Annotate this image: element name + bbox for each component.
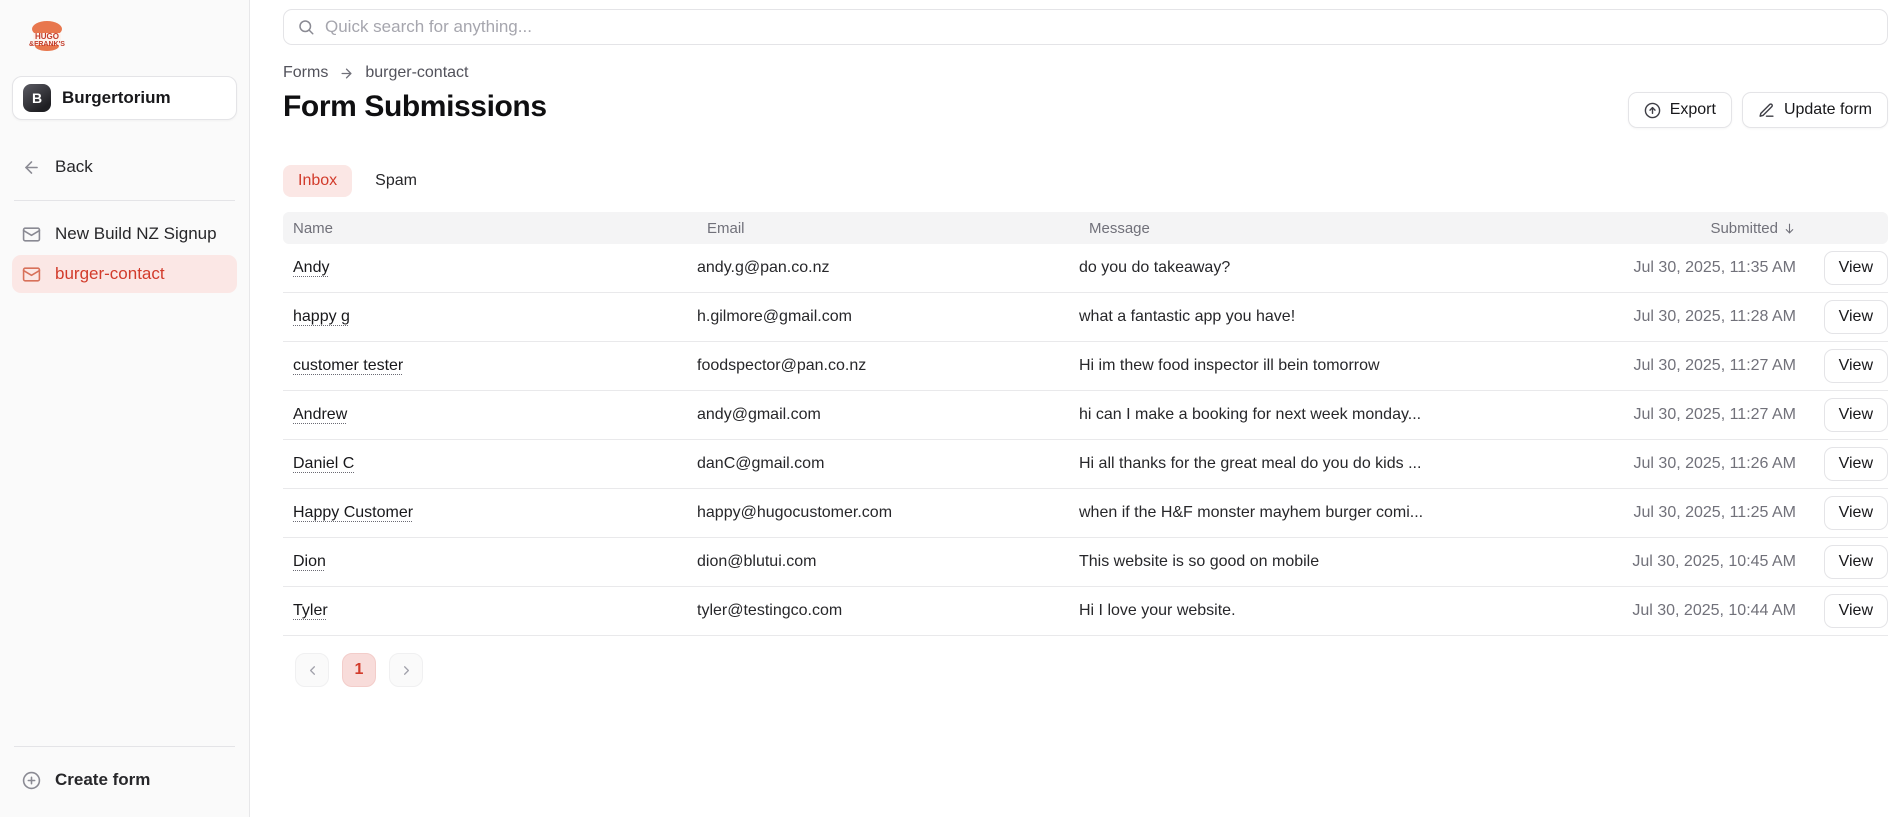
column-name: Name	[293, 219, 334, 237]
burger-logo-icon	[26, 20, 70, 56]
submission-message-cell: do you do takeaway?	[1079, 259, 1231, 276]
table-row	[283, 293, 1888, 342]
back-label: Back	[55, 157, 93, 176]
submission-date-cell: Jul 30, 2025, 11:35 AM	[1633, 259, 1796, 276]
submission-date-cell: Jul 30, 2025, 11:27 AM	[1633, 357, 1796, 374]
title-actions	[1628, 92, 1888, 128]
breadcrumb-forms[interactable]: Forms	[283, 64, 329, 81]
quick-search[interactable]	[283, 9, 1888, 45]
submission-message-cell: Hi all thanks for the great meal do you do kids ...	[1079, 455, 1422, 472]
submission-actions-cell	[1796, 251, 1888, 285]
export-label: Export	[1669, 101, 1716, 118]
view-button[interactable]: View	[1824, 300, 1888, 334]
sidebar-nav	[12, 148, 237, 295]
submission-actions-cell	[1796, 496, 1888, 530]
sidebar-item-label: burger-contact	[55, 264, 165, 283]
sidebar-item-burger-contact[interactable]	[12, 255, 237, 293]
submission-email-cell: foodspector@pan.co.nz	[697, 357, 867, 374]
submission-actions-cell	[1796, 594, 1888, 628]
view-button[interactable]: View	[1824, 398, 1888, 432]
page-1-button[interactable]: 1	[342, 653, 376, 687]
back-button[interactable]	[12, 148, 237, 186]
svg-text:HUGO: HUGO	[35, 32, 59, 41]
submission-email-cell: dion@blutui.com	[697, 553, 817, 570]
submission-email-cell: tyler@testingco.com	[697, 602, 843, 619]
submission-message-cell: Hi I love your website.	[1079, 602, 1236, 619]
title-row	[283, 90, 1888, 128]
submission-name-link[interactable]: Andy	[293, 259, 330, 276]
submission-name-cell	[283, 259, 697, 277]
envelope-icon	[22, 225, 41, 244]
update-form-label: Update form	[1783, 101, 1872, 118]
view-button[interactable]: View	[1824, 349, 1888, 383]
arrow-left-icon	[22, 158, 41, 177]
submission-name-link[interactable]: Andrew	[293, 406, 348, 423]
tab-inbox[interactable]: Inbox	[283, 165, 352, 197]
column-submitted-label: Submitted	[1710, 219, 1778, 237]
submission-message-cell: This website is so good on mobile	[1079, 553, 1320, 570]
submission-name-cell	[283, 308, 697, 326]
pagination	[283, 653, 1888, 687]
next-page-button[interactable]	[389, 653, 423, 687]
svg-text:&FRANK'S: &FRANK'S	[29, 41, 65, 48]
submission-name-link[interactable]: Daniel C	[293, 455, 355, 472]
workspace-avatar: B	[23, 84, 51, 112]
tab-spam[interactable]: Spam	[375, 172, 417, 189]
submission-name-link[interactable]: happy g	[293, 308, 350, 325]
submission-name-link[interactable]: Dion	[293, 553, 326, 570]
submission-message-cell: what a fantastic app you have!	[1079, 308, 1296, 325]
submission-name-cell	[283, 455, 697, 473]
view-button[interactable]: View	[1824, 594, 1888, 628]
plus-circle-icon	[22, 771, 41, 790]
sidebar-footer	[12, 732, 237, 799]
breadcrumb	[283, 64, 1888, 82]
submission-date-cell: Jul 30, 2025, 11:28 AM	[1633, 308, 1796, 325]
submission-email-cell: andy.g@pan.co.nz	[697, 259, 830, 276]
sidebar	[0, 0, 250, 817]
submission-name-cell	[283, 406, 697, 424]
table-row	[283, 440, 1888, 489]
workspace-switcher[interactable]	[12, 76, 237, 120]
submission-message-cell: hi can I make a booking for next week monday...	[1079, 406, 1422, 423]
submission-date-cell: Jul 30, 2025, 11:25 AM	[1633, 504, 1796, 521]
submission-email-cell: andy@gmail.com	[697, 406, 821, 423]
submission-name-link[interactable]: Happy Customer	[293, 504, 414, 521]
workspace-name: Burgertorium	[62, 88, 171, 107]
search-icon	[297, 18, 315, 36]
column-email: Email	[707, 219, 745, 237]
table-row	[283, 538, 1888, 587]
create-form-button[interactable]	[12, 761, 237, 799]
view-button[interactable]: View	[1824, 545, 1888, 579]
table-row	[283, 489, 1888, 538]
divider	[14, 746, 235, 747]
divider	[14, 200, 235, 201]
update-form-button[interactable]	[1742, 92, 1888, 128]
column-message: Message	[1089, 219, 1150, 237]
envelope-icon	[22, 265, 41, 284]
page-title: Form Submissions	[283, 90, 547, 123]
view-button[interactable]: View	[1824, 251, 1888, 285]
submission-actions-cell	[1796, 300, 1888, 334]
table-body	[283, 244, 1888, 636]
submission-name-link[interactable]: Tyler	[293, 602, 328, 619]
sidebar-item-new-build-nz-signup[interactable]	[12, 215, 237, 253]
column-submitted-sort[interactable]	[1546, 220, 1796, 237]
export-button[interactable]	[1628, 92, 1732, 128]
tabs	[283, 165, 1888, 197]
submission-actions-cell	[1796, 349, 1888, 383]
submission-name-cell	[283, 504, 697, 522]
submission-name-cell	[283, 357, 697, 375]
submission-name-link[interactable]: customer tester	[293, 357, 404, 374]
submission-date-cell: Jul 30, 2025, 10:44 AM	[1632, 602, 1796, 619]
submission-email-cell: h.gilmore@gmail.com	[697, 308, 852, 325]
sort-desc-icon	[1783, 222, 1796, 235]
submissions-table	[283, 212, 1888, 636]
submission-message-cell: Hi im thew food inspector ill bein tomorrow	[1079, 357, 1380, 374]
submission-name-cell	[283, 553, 697, 571]
pencil-icon	[1758, 102, 1775, 119]
submission-email-cell: danC@gmail.com	[697, 455, 825, 472]
search-input[interactable]	[325, 17, 1874, 37]
submission-date-cell: Jul 30, 2025, 11:26 AM	[1633, 455, 1796, 472]
submission-actions-cell	[1796, 398, 1888, 432]
main-content	[250, 0, 1899, 687]
breadcrumb-burger-contact[interactable]: burger-contact	[365, 64, 469, 81]
table-row	[283, 342, 1888, 391]
view-button[interactable]: View	[1824, 447, 1888, 481]
brand-logo	[26, 20, 237, 56]
table-row	[283, 391, 1888, 440]
submission-name-cell	[283, 602, 697, 620]
chevron-left-icon	[305, 663, 320, 678]
prev-page-button[interactable]	[295, 653, 329, 687]
submission-message-cell: when if the H&F monster mayhem burger comi...	[1079, 504, 1424, 521]
submission-date-cell: Jul 30, 2025, 11:27 AM	[1633, 406, 1796, 423]
submission-actions-cell	[1796, 447, 1888, 481]
arrow-right-icon	[339, 66, 354, 81]
submission-actions-cell	[1796, 545, 1888, 579]
export-icon	[1644, 102, 1661, 119]
table-row	[283, 587, 1888, 636]
table-row	[283, 244, 1888, 293]
submission-email-cell: happy@hugocustomer.com	[697, 504, 893, 521]
table-header	[283, 212, 1888, 244]
sidebar-item-label: New Build NZ Signup	[55, 224, 217, 243]
submission-date-cell: Jul 30, 2025, 10:45 AM	[1632, 553, 1796, 570]
chevron-right-icon	[399, 663, 414, 678]
view-button[interactable]: View	[1824, 496, 1888, 530]
create-form-label: Create form	[55, 770, 151, 789]
